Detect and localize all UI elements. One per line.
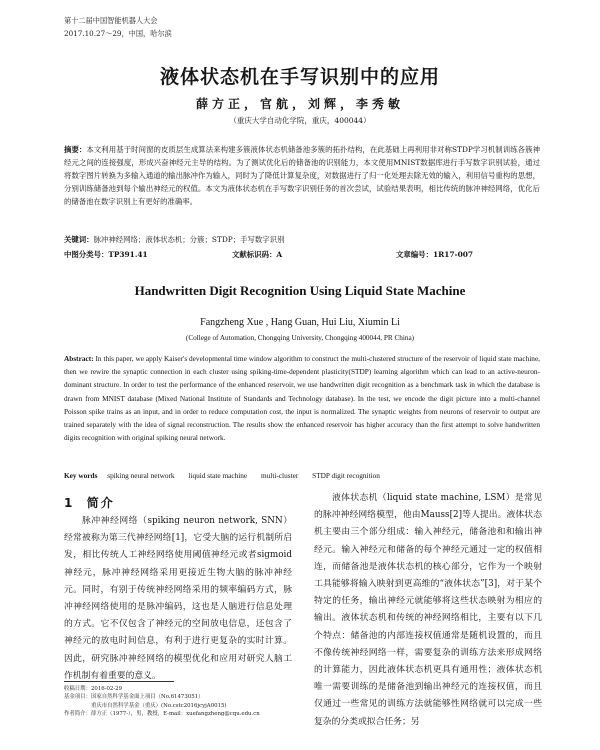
paper-title-english: Handwritten Digit Recognition Using Liquid State Machine [134, 283, 466, 298]
article-number: 文章编号：1R17-007 [396, 250, 474, 259]
body-paragraph: 脉冲神经网络（spiking neuron network, SNN）经常被称为第三代神经网络[1]，它受大脑的运行机制所启发，相比传统人工神经网络使用阈值神经元或者sigmoid神经元，脉冲神经网络采用更接近生物大脑的脉冲神经元。同时，有别于传统神经网络采用的频率编码方式，脉冲神经网络使用的是脉冲编码，这也是人脑进行信息处理的方式。它不仅包含了神经元的空间放电信息，还包含了神经元的放电时间信息，有利于进行更复杂的实时计算。因此，研究脉冲神经网络的模型优化和应用对研究人脑工作机制有着重要的意义。 [64, 516, 292, 681]
footnote-received: 收稿日期：2016-02-29 [64, 686, 123, 692]
keywords-label-chinese: 关键词： [64, 235, 94, 244]
authors-chinese: 薛方正，官航，刘辉，李秀敏 [195, 97, 404, 111]
clc-number: 中图分类号：TP391.41 [64, 250, 148, 259]
conference-date-place: 2017.10.27～29，中国，哈尔滨 [64, 29, 172, 38]
affiliation-english: (College of Automation, Chongqing University, Chongqing 400044, PR China) [185, 334, 415, 342]
abstract-chinese [64, 143, 540, 208]
abstract-label-english: Abstract: [64, 354, 94, 363]
authors-english: Fangzheng Xue , Hang Guan, Hui Liu, Xiumin Li [200, 317, 400, 328]
footnote-funding-2: 重庆市自然科学基金（重庆）(No.cstc2016jcyjA0015) [64, 702, 227, 709]
footnotes [64, 685, 298, 719]
document-code: 文献标识码：A [232, 250, 283, 259]
keyword-item: STDP digit recognition [312, 471, 380, 480]
abstract-label-chinese: 摘要： [64, 145, 87, 154]
footnote-funding: 基金项目：国家自然科学基金面上项目（No.61473051） [64, 694, 204, 701]
keyword-item: multi-cluster [260, 471, 299, 480]
keywords-text-chinese: 脉冲神经网络；液体状态机；分簇；STDP；手写数字识别 [93, 235, 285, 244]
section-title: 简介 [86, 496, 115, 510]
footnote-divider [64, 681, 174, 682]
body-column-right [314, 490, 542, 731]
conference-name: 第十二届中国智能机器人大会 [64, 16, 158, 25]
body-paragraph: 液体状态机（liquid state machine, LSM）是常见的脉冲神经网络模型，他由Mauss[2]等人提出。液体状态机主要由三个部分组成：输入神经元，储备池和和输出神经元。输入神经元和储备的每个神经元通过一定的权值相连，而储备池是液体状态机的核心部分，它作为一个映射工具能够将输入映射到更高维的“液体状态”[3]，对于某个特定的任务，输出神经元就能够将这些状态映射为相应的输出。液体状态机和传统的神经网络相比，主要有以下几个特点：储备池的内部连接权值通常是随机设置的，而且不像传统神经网络一样，需要复杂的训练方法来形成网络的计算能力，因此液体状态机更具有通用性；液体状态机唯一需要训练的是储备池到输出神经元的连接权值，而且仅通过一些常见的训练方法就能够性网络就可以完成一些复杂的分类或拟合任务；另 [314, 493, 542, 727]
abstract-english [64, 352, 540, 444]
body-column-left [64, 513, 292, 685]
keyword-item: spiking neural network [107, 471, 175, 480]
section-heading [64, 494, 115, 511]
keywords-label-english: Key words [64, 471, 98, 480]
abstract-text-chinese: 本文利用基于时间窗的皮质层生成算法来构建多簇液体状态机储备池多簇的拓扑结构，在此基础上再利用非对称STDP学习机制训练各簇神经元之间的连接强度，形成兴奋神经元主导的结构。为了测试优化后的储备池的识别能力，本文使用MNIST数据库进行手写数字识别试验，通过将数字图片转换为多输入通道的输出脉冲作为输入，同时为了降低计算复杂度，对数据进行了归一化处理去除无效的输入，利用信号重构的思想，分别训练储备池到每个输出神经元的权值。本文为液体状态机在手写数字识别任务的首次尝试，试验结果表明，相比传统的脉冲神经网络，优化后的储备池在数字识别上有更好的准确率。 [64, 145, 540, 206]
keywords-chinese [64, 234, 540, 245]
footnote-author: 作者简介：薛方正（1977-），男，教授，E-mail：xuefangzheng@cqu.edu.cn [64, 711, 260, 718]
paper-title: 液体状态机在手写识别中的应用 [159, 66, 440, 88]
running-header [64, 14, 172, 40]
affiliation-chinese: （重庆大学自动化学院，重庆，400044） [229, 116, 371, 125]
keyword-item: liquid state machine [188, 471, 248, 480]
section-number: 1 [64, 496, 75, 510]
abstract-text-english: In this paper, we apply Kaiser's developmental time window algorithm to construct the multi-clustered structure of the reservoir of liquid state machine, then we rewire the synaptic connection in each cluster using spiking-time-dependent plasticity(STDP) learning algorithm which can lead to an active-neuron-dominant structure. In order to test the performance of the enhanced reservoir, we use handwritten digit recognition as a benchmark task in which the database is drawn from MNIST database (Mixed National Institute of Standards and Technology database). In the test, we encode the digit picture into a multi-channel Poisson spike trains as an input, and in order to reduce computation cost, the input is normalized. The synaptic weights from neurons of reservoir to output are trained separately with the idea of signal reconstruction. The results show the enhanced reservoir has higher accuracy than the first attempt to solve handwritten digits recognition with original spiking neural network. [64, 354, 541, 443]
keywords-english [64, 471, 540, 480]
